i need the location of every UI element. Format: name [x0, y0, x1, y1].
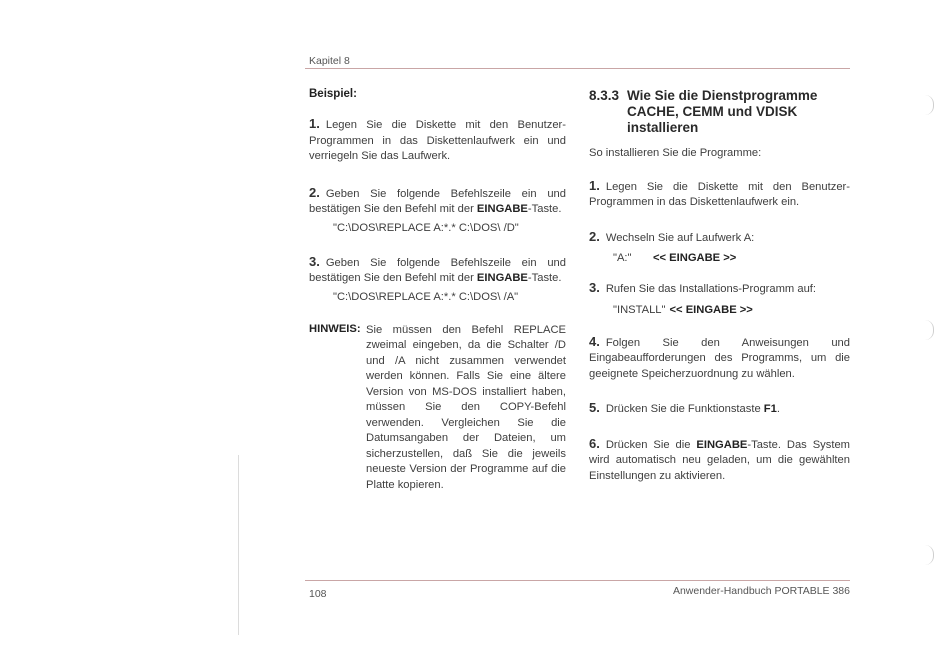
- note-label: HINWEIS:: [309, 322, 361, 335]
- section-title: Wie Sie die Dienstprogramme CACHE, CEMM und VDISK installieren: [627, 88, 818, 135]
- command-line: "C:\DOS\REPLACE A:*.* C:\DOS\ /A": [333, 290, 519, 303]
- footer-rule: [305, 580, 850, 581]
- left-step-1: [309, 116, 566, 165]
- key-name: F1: [763, 403, 777, 415]
- step-number: 3.: [309, 253, 320, 269]
- right-step-6: [589, 436, 850, 485]
- step-text: Legen Sie die Diskette mit den Benutzer-Programmen in das Diskettenlaufwerk ein und verriegeln Sie das Laufwerk.: [309, 119, 566, 162]
- left-step-3: [309, 254, 566, 287]
- left-column: [309, 88, 566, 493]
- right-step-2: [589, 229, 850, 247]
- key-name: << EINGABE >>: [653, 252, 737, 264]
- step-text: Folgen Sie den Anweisungen und Eingabeaufforderungen des Programms, um die geeignete Speicherzuordnung zu wählen.: [589, 336, 850, 380]
- step-text: Drücken Sie die Funktionstaste: [605, 403, 764, 415]
- key-name: << EINGABE >>: [669, 303, 753, 316]
- step-text: Geben Sie folgende Befehlszeile ein und bestätigen Sie den Befehl mit der: [309, 256, 566, 284]
- step-number: 6.: [589, 435, 600, 451]
- key-name: EINGABE: [476, 203, 528, 215]
- page-edge-mark: [925, 545, 934, 565]
- step-number: 1.: [589, 177, 600, 193]
- command-line: [589, 252, 850, 264]
- page-number: 108: [309, 588, 327, 600]
- step-text: Drücken Sie die: [605, 438, 697, 451]
- step-number: 1.: [309, 116, 320, 131]
- step-text: Rufen Sie das Installations-Programm auf:: [605, 283, 817, 295]
- step-number: 3.: [589, 280, 600, 295]
- step-text-end: -Taste.: [527, 272, 562, 284]
- right-step-5: [589, 400, 850, 418]
- command-line: "C:\DOS\REPLACE A:*.* C:\DOS\ /D": [333, 221, 519, 234]
- book-title: Anwender-Handbuch PORTABLE 386: [672, 585, 850, 597]
- page-gutter-line: [238, 455, 239, 635]
- example-heading: Beispiel:: [309, 88, 357, 100]
- step-text-end: .: [776, 403, 780, 415]
- step-number: 2.: [309, 184, 320, 200]
- page-edge-mark: [925, 320, 934, 340]
- step-number: 4.: [589, 333, 600, 349]
- step-number: 5.: [589, 400, 600, 415]
- command-text: "A:": [613, 252, 632, 264]
- note-block: [309, 323, 566, 494]
- step-text: Wechseln Sie auf Laufwerk A:: [605, 231, 755, 244]
- right-step-4: [589, 334, 850, 383]
- key-name: EINGABE: [476, 272, 528, 284]
- command-text: "INSTALL": [613, 303, 666, 316]
- chapter-label: Kapitel 8: [309, 55, 350, 67]
- section-heading: [589, 88, 850, 136]
- step-text-end: -Taste. Das System wird automatisch neu geladen, um die gewählten Einstellungen zu aktivieren.: [589, 438, 850, 482]
- step-text: Geben Sie folgende Befehlszeile ein und bestätigen Sie den Befehl mit der: [309, 187, 566, 215]
- header-rule: [305, 68, 850, 69]
- section-number: 8.3.3: [589, 88, 620, 103]
- right-step-3: [589, 280, 850, 298]
- right-column: [589, 88, 850, 484]
- page-edge-mark: [925, 95, 934, 115]
- step-text: Legen Sie die Diskette mit den Benutzer-Programmen in das Diskettenlaufwerk ein.: [589, 180, 850, 208]
- step-number: 2.: [589, 228, 600, 244]
- key-name: EINGABE: [696, 438, 748, 451]
- step-text-end: -Taste.: [527, 203, 562, 215]
- section-intro: So installieren Sie die Programme:: [589, 147, 762, 159]
- right-step-1: [589, 178, 850, 211]
- command-line: [589, 304, 850, 316]
- left-step-2: [309, 185, 566, 218]
- note-text: Sie müssen den Befehl REPLACE zweimal eingeben, da die Schalter /D und /A nicht zusammen verwendet werden können. Falls Sie eine ältere Version von MS-DOS installiert haben, müssen Sie den COPY-Befehl verwenden. Vergleichen Sie die Datumsangaben der Dateien, um sicherzustellen, daß Sie die jeweils neueste Version der Programme auf die Platte kopieren.: [366, 323, 566, 491]
